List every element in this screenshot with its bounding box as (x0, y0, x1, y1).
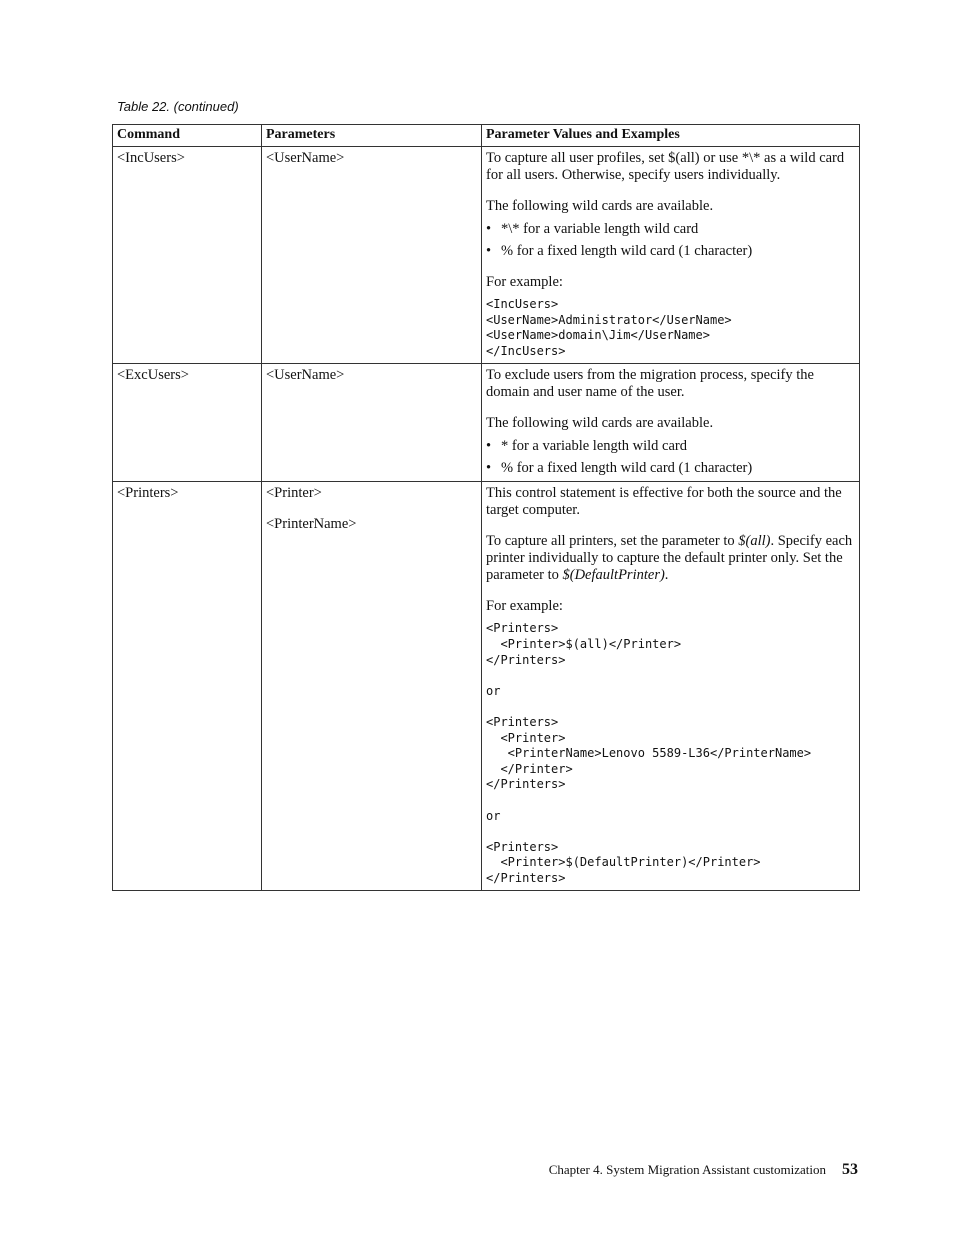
description: To capture all user profiles, set $(all) or use *\* as a wild card for all users. Otherwise, specify users individually. (486, 150, 845, 183)
table-row (113, 147, 860, 364)
header-values: Parameter Values and Examples (482, 125, 860, 147)
parameter-cell: <UserName> (262, 364, 482, 482)
values-cell (482, 482, 860, 891)
list-item: • * for a variable length wild card (486, 438, 854, 455)
header-parameters: Parameters (262, 125, 482, 147)
parameter-printer: <Printer> (266, 485, 322, 502)
example-label: For example: (486, 274, 563, 290)
parameter-printer-name: <PrinterName> (266, 516, 357, 533)
table-row (113, 364, 860, 482)
table-caption: Table 22. (continued) (117, 99, 239, 114)
list-item: • % for a fixed length wild card (1 character) (486, 243, 854, 260)
wildcard-list (486, 221, 854, 260)
chapter-title: Chapter 4. System Migration Assistant customization (548, 1162, 826, 1177)
text-run: . (664, 567, 669, 584)
parameter-cell: <UserName> (262, 147, 482, 364)
wildcard-intro: The following wild cards are available. (486, 415, 714, 432)
list-item: • % for a fixed length wild card (1 character) (486, 460, 854, 477)
table-header-row (113, 125, 860, 147)
command-cell: <Printers> (113, 482, 262, 891)
all-value: $(all) (738, 533, 771, 550)
parameters-table (112, 124, 860, 891)
parameter-cell (262, 482, 482, 891)
page-number: 53 (842, 1161, 858, 1178)
command-cell: <ExcUsers> (113, 364, 262, 482)
wildcard-intro: The following wild cards are available. (486, 198, 714, 214)
code-example: <IncUsers> <UserName>Administrator</UserName> <UserName>domain\Jim</UserName> </IncUsers> (486, 297, 732, 358)
command-cell: <IncUsers> (113, 147, 262, 364)
description: This control statement is effective for both the source and the target computer. (486, 485, 842, 519)
table-row (113, 482, 860, 891)
values-cell (482, 364, 860, 482)
capture-description (486, 533, 854, 584)
description: To exclude users from the migration process, specify the domain and user name of the user. (486, 367, 814, 401)
text-run: . Specify each printer individually to capture the default printer only. Set the parameter to (486, 533, 853, 584)
wildcard-list (486, 438, 854, 477)
header-command: Command (113, 125, 262, 147)
example-label: For example: (486, 598, 563, 615)
values-cell (482, 147, 860, 364)
default-printer-value: $(DefaultPrinter) (562, 567, 665, 584)
code-example: <Printers> <Printer>$(all)</Printer> </Printers> or <Printers> <Printer> <PrinterName>Lenovo 5589-L36</PrinterName> </Printer> </Printers> or <Printers> <Printer>$(DefaultPrinter)</Printer> </Printers> (486, 621, 812, 885)
page-footer (549, 1161, 858, 1179)
text-run: To capture all printers, set the parameter to (486, 533, 739, 550)
list-item: • *\* for a variable length wild card (486, 221, 854, 238)
